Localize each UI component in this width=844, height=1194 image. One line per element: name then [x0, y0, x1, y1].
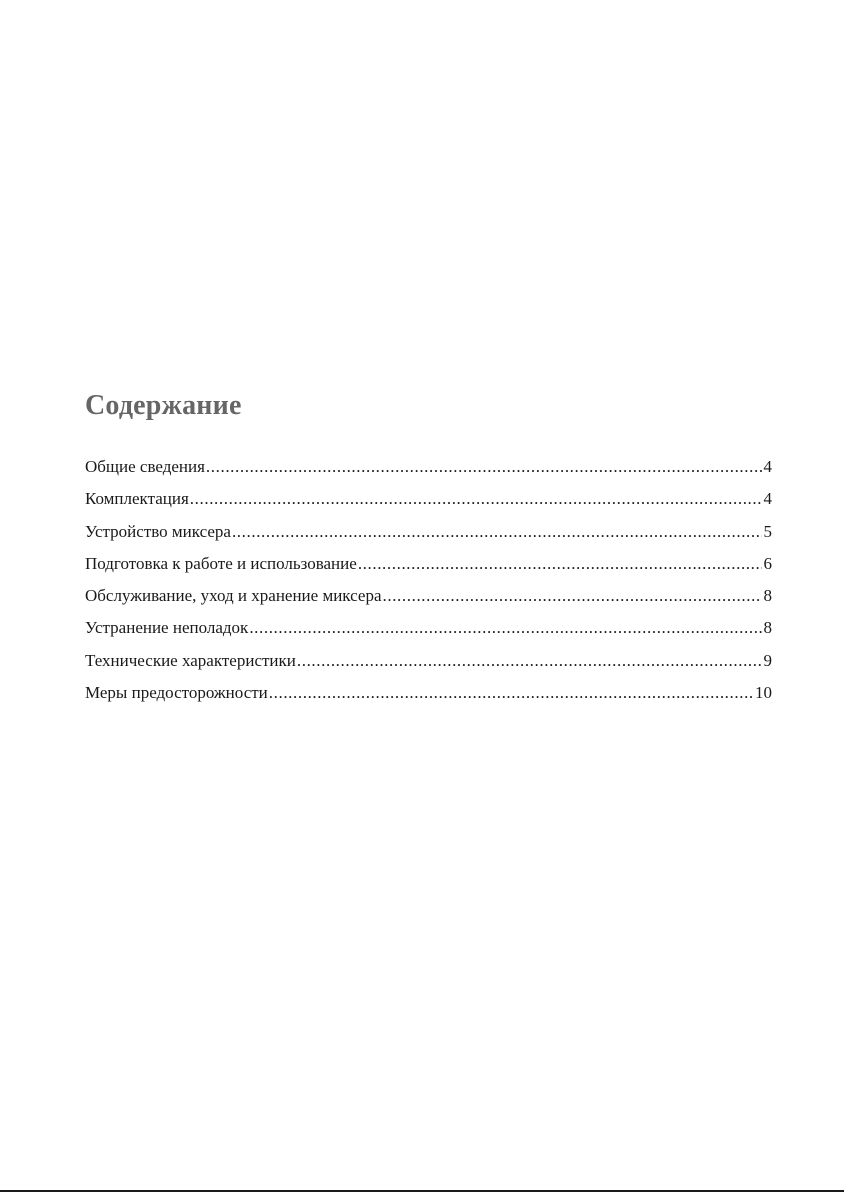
- toc-entry-page: 8: [763, 618, 772, 638]
- page-bottom-rule: [0, 1190, 844, 1192]
- toc-entry-label: Меры предосторожности: [85, 683, 268, 703]
- toc-entry-label: Устранение неполадок: [85, 618, 249, 638]
- dot-leader: [249, 616, 761, 640]
- dot-leader: [269, 681, 753, 705]
- toc-entry-page: 5: [763, 521, 772, 541]
- toc-entry-label: Устройство миксера: [85, 521, 231, 541]
- dot-leader: [206, 455, 762, 479]
- toc-entry-package-contents[interactable]: [85, 487, 772, 519]
- toc-entry-page: 6: [763, 553, 772, 573]
- toc-entry-general-info[interactable]: [85, 455, 772, 487]
- toc-entry-page: 8: [763, 586, 772, 606]
- toc-entry-label: Комплектация: [85, 489, 189, 509]
- toc-entry-page: 4: [763, 457, 772, 476]
- toc-entry-preparation-and-use[interactable]: [85, 552, 772, 584]
- toc-entry-label: Технические характеристики: [85, 650, 296, 670]
- dot-leader: [190, 487, 762, 511]
- toc-entry-label: Обслуживание, уход и хранение миксера: [85, 586, 382, 606]
- toc-entry-label: Общие сведения: [85, 457, 205, 476]
- toc-title: Содержание: [85, 390, 242, 421]
- toc-list: [85, 455, 772, 713]
- dot-leader: [232, 520, 762, 544]
- toc-entry-page: 10: [755, 683, 772, 703]
- toc-entry-specifications[interactable]: [85, 649, 772, 681]
- dot-leader: [297, 649, 762, 673]
- toc-entry-safety-precautions[interactable]: [85, 681, 772, 713]
- toc-entry-page: 4: [763, 489, 772, 509]
- toc-entry-page: 9: [763, 650, 772, 670]
- dot-leader: [358, 552, 762, 576]
- toc-entry-maintenance-care-storage[interactable]: [85, 584, 772, 616]
- dot-leader: [383, 584, 762, 608]
- toc-entry-mixer-design[interactable]: [85, 520, 772, 552]
- toc-entry-troubleshooting[interactable]: [85, 616, 772, 648]
- toc-entry-label: Подготовка к работе и использование: [85, 553, 357, 573]
